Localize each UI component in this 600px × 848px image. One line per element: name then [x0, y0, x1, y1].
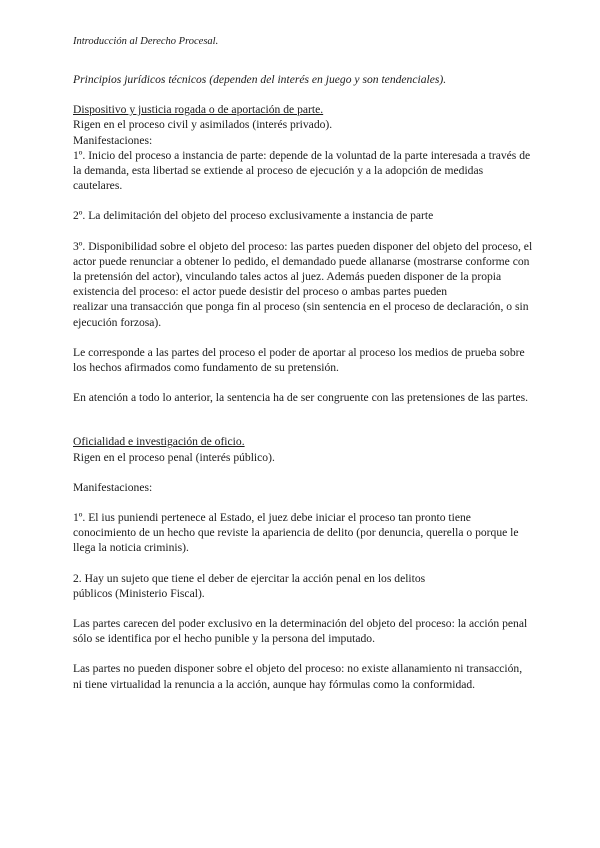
- section-heading-dispositivo: Dispositivo y justicia rogada o de aportación de parte.: [73, 103, 324, 117]
- running-header: Introducción al Derecho Procesal.: [73, 36, 219, 47]
- manifestaciones-label: Manifestaciones:: [73, 480, 153, 494]
- paragraph-item-2: 2º. La delimitación del objeto del proceso exclusivamente a instancia de parte: [73, 209, 434, 223]
- paragraph-item-1: 1º. Inicio del proceso a instancia de parte: depende de la voluntad de la parte interesada a través de la demanda, esta libertad se extiende al proceso de ejecución y a la adopción de medidas cautelares.: [73, 148, 531, 193]
- paragraph-item-3a: 3º. Disponibilidad sobre el objeto del proceso: las partes pueden disponer del objeto del proceso, el actor puede renunciar a obtener lo pedido, el demandado puede allanarse (mostrarse conforme con la pretensión del actor), vinculando tales actos al juez. Además pueden disponer de la propia existencia del proceso: el actor puede desistir del proceso o ambas partes pueden: [73, 239, 533, 299]
- paragraph-item-1: 1º. El ius puniendi pertenece al Estado, el juez debe iniciar el proceso tan pronto tiene conocimiento de un hecho que reviste la apariencia de delito (por denuncia, querella o porque le llega la noticia criminis).: [73, 511, 519, 555]
- section-scope: Rigen en el proceso penal (interés público).: [73, 450, 275, 464]
- section-heading-oficialidad: Oficialidad e investigación de oficio.: [73, 435, 245, 449]
- paragraph-item-3b: realizar una transacción que ponga fin al proceso (sin sentencia en el proceso de declaración, o sin ejecución forzosa).: [73, 300, 529, 329]
- paragraph-objeto: Las partes carecen del poder exclusivo en la determinación del objeto del proceso: la acción penal sólo se identifica por el hecho punible y la persona del imputado.: [73, 617, 528, 646]
- section-scope: Rigen en el proceso civil y asimilados (interés privado).: [73, 118, 333, 132]
- document-body: [73, 72, 533, 692]
- paragraph-sentencia: En atención a todo lo anterior, la sentencia ha de ser congruente con las pretensiones de las partes.: [73, 391, 529, 405]
- paragraph-disponer: Las partes no pueden disponer sobre el objeto del proceso: no existe allanamiento ni transacción, ni tiene virtualidad la renuncia a la acción, aunque hay fórmulas como la conformidad.: [73, 662, 523, 691]
- paragraph-prueba: Le corresponde a las partes del proceso el poder de aportar al proceso los medios de prueba sobre los hechos afirmados como fundamento de su pretensión.: [73, 345, 525, 375]
- paragraph-item-2b: públicos (Ministerio Fiscal).: [73, 586, 205, 600]
- document-subtitle: Principios jurídicos técnicos (dependen del interés en juego y son tendenciales).: [73, 73, 447, 86]
- paragraph-item-2a: 2. Hay un sujeto que tiene el deber de ejercitar la acción penal en los delitos: [73, 571, 426, 585]
- manifestaciones-label: Manifestaciones:: [73, 133, 153, 147]
